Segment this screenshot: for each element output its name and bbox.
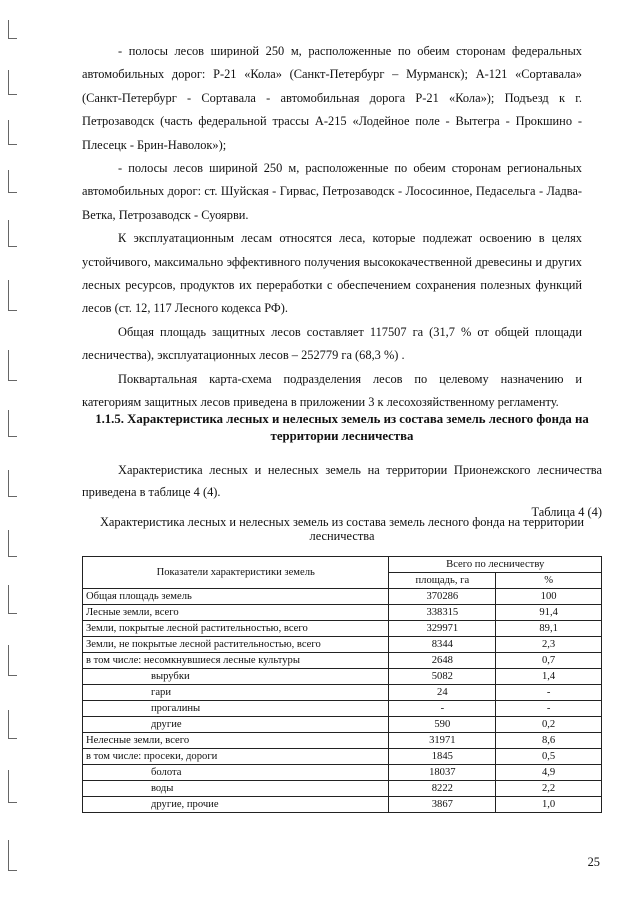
table-row: [83, 701, 602, 717]
table-row: [83, 797, 602, 813]
table-row: [83, 685, 602, 701]
cell-area: 8344: [389, 637, 496, 653]
cell-area: -: [389, 701, 496, 717]
cell-label: гари: [83, 685, 389, 701]
paragraph-regional-roads: - полосы лесов шириной 250 м, расположенные по обеим сторонам региональных автомобильных дорог: ст. Шуйская - Гирвас, Петрозаводск - Лососинное, Педасельга - Ладва-Ветка, Петрозаводск - Суоярви.: [82, 161, 582, 222]
cell-label: Лесные земли, всего: [83, 605, 389, 621]
table-row: [83, 637, 602, 653]
intro-paragraph: Характеристика лесных и нелесных земель на территории Прионежского лесничества приведена в таблице 4 (4).: [82, 463, 602, 499]
cell-area: 329971: [389, 621, 496, 637]
cell-area: 2648: [389, 653, 496, 669]
cell-area: 1845: [389, 749, 496, 765]
cell-percent: -: [496, 685, 602, 701]
cell-area: 8222: [389, 781, 496, 797]
table-row: [83, 653, 602, 669]
binding-marks: [6, 20, 20, 890]
cell-label: вырубки: [83, 669, 389, 685]
cell-area: 5082: [389, 669, 496, 685]
table-row: [83, 605, 602, 621]
paragraph-total-area: Общая площадь защитных лесов составляет 117507 га (31,7 % от общей площади лесничества), эксплуатационных лесов – 252779 га (68,3 %) .: [82, 324, 582, 363]
section-heading: 1.1.5. Характеристика лесных и нелесных земель из состава земель лесного фонда на территории лесничества: [95, 412, 589, 443]
table-title: Характеристика лесных и нелесных земель из состава земель лесного фонда на территории лесничества: [99, 515, 585, 543]
cell-label: Земли, покрытые лесной растительностью, всего: [83, 621, 389, 637]
header-percent: %: [496, 573, 602, 589]
table-row: [83, 765, 602, 781]
cell-percent: 89,1: [496, 621, 602, 637]
table-row: [83, 749, 602, 765]
cell-label: прогалины: [83, 701, 389, 717]
section-intro: [82, 459, 602, 503]
cell-area: 18037: [389, 765, 496, 781]
cell-percent: 8,6: [496, 733, 602, 749]
page-number: 25: [587, 855, 600, 869]
cell-percent: 100: [496, 589, 602, 605]
table-row: [83, 733, 602, 749]
cell-label: другие, прочие: [83, 797, 389, 813]
cell-area: 590: [389, 717, 496, 733]
table-row: [83, 717, 602, 733]
paragraph-map-reference: Поквартальная карта-схема подразделения лесов по целевому назначению и категориям защитных лесов приведена в приложении 3 к лесохозяйственному регламенту.: [82, 371, 582, 410]
cell-label: Нелесные земли, всего: [83, 733, 389, 749]
cell-label: Земли, не покрытые лесной растительностью, всего: [83, 637, 389, 653]
cell-label: в том числе: несомкнувшиеся лесные культуры: [83, 653, 389, 669]
header-area: площадь, га: [389, 573, 496, 589]
cell-label: болота: [83, 765, 389, 781]
cell-percent: 2,3: [496, 637, 602, 653]
land-characteristics-table: [82, 556, 602, 813]
table-label: Таблица 4 (4): [531, 505, 602, 519]
cell-label: воды: [83, 781, 389, 797]
table-row: [83, 781, 602, 797]
cell-percent: 91,4: [496, 605, 602, 621]
cell-area: 370286: [389, 589, 496, 605]
cell-area: 31971: [389, 733, 496, 749]
cell-percent: -: [496, 701, 602, 717]
cell-percent: 0,7: [496, 653, 602, 669]
header-total: Всего по лесничеству: [389, 557, 602, 573]
table-row: [83, 589, 602, 605]
table-row: [83, 669, 602, 685]
header-indicator: Показатели характеристики земель: [83, 557, 389, 589]
cell-percent: 1,0: [496, 797, 602, 813]
cell-area: 24: [389, 685, 496, 701]
cell-percent: 0,2: [496, 717, 602, 733]
table-row: [83, 621, 602, 637]
cell-label: другие: [83, 717, 389, 733]
cell-label: в том числе: просеки, дороги: [83, 749, 389, 765]
cell-label: Общая площадь земель: [83, 589, 389, 605]
cell-area: 338315: [389, 605, 496, 621]
cell-percent: 4,9: [496, 765, 602, 781]
body-text: [82, 40, 582, 415]
cell-percent: 2,2: [496, 781, 602, 797]
cell-percent: 0,5: [496, 749, 602, 765]
cell-area: 3867: [389, 797, 496, 813]
cell-percent: 1,4: [496, 669, 602, 685]
paragraph-exploitation-forests: К эксплуатационным лесам относятся леса, которые подлежат освоению в целях устойчивого, максимально эффективного получения высококачественной древесины и других лесных ресурсов, продуктов их переработки с обеспечением сохранения полезных функций лесов (ст. 12, 117 Лесного кодекса РФ).: [82, 231, 582, 316]
paragraph-federal-roads: - полосы лесов шириной 250 м, расположенные по обеим сторонам федеральных автомобильных дорог: Р-21 «Кола» (Санкт-Петербург – Мурманск); А-121 «Сортавала» (Санкт-Петербург - Сортавала - автомобильная дорога Р-21 «Кола»); Подъезд к г. Петрозаводск (часть федеральной трассы А-215 «Лодейное поле - Вытегра - Прокшино - Плесецк - Брин-Наволок»);: [82, 44, 582, 152]
